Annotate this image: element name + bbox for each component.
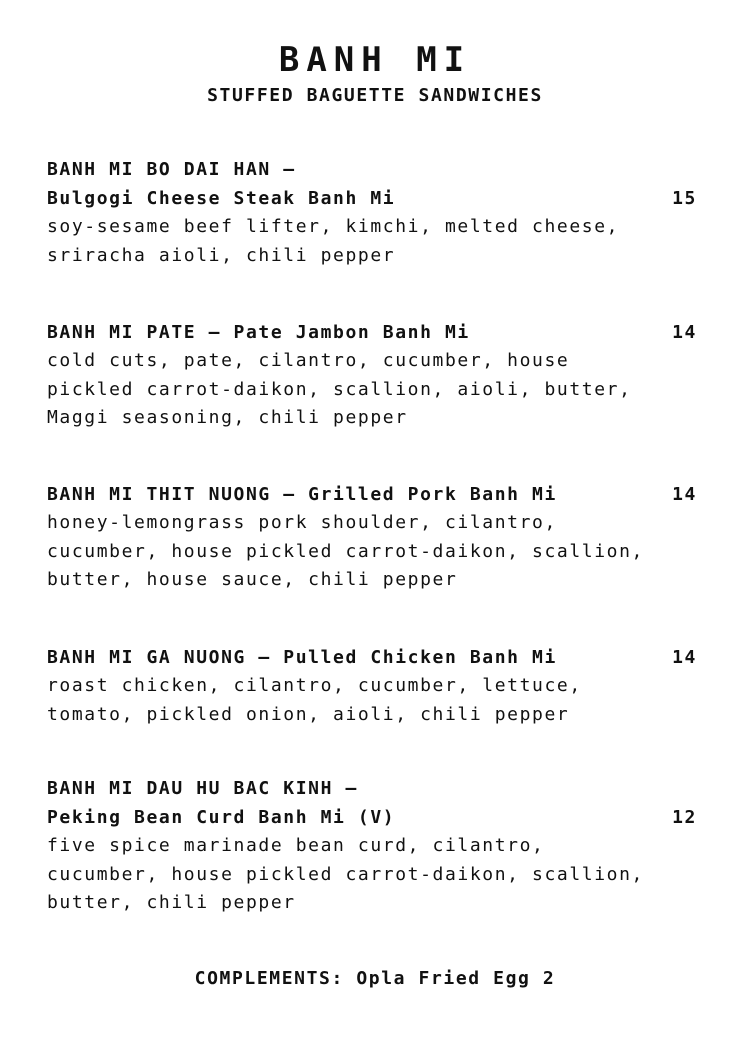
- menu-item-pate: [47, 318, 697, 433]
- item-description-line: Maggi seasoning, chili pepper: [47, 407, 408, 429]
- menu-item-ga-nuong: [47, 643, 697, 729]
- item-name: BANH MI DAU HU BAC KINH —: [47, 778, 358, 799]
- item-price: 12: [672, 807, 697, 828]
- item-description-line: pickled carrot-daikon, scallion, aioli, butter,: [47, 378, 632, 400]
- item-name: BANH MI PATE — Pate Jambon Banh Mi: [47, 322, 470, 343]
- item-description-line: tomato, pickled onion, aioli, chili pepper: [47, 703, 570, 725]
- item-name-line: [47, 480, 697, 509]
- item-description-line: cucumber, house pickled carrot-daikon, scallion,: [47, 863, 644, 885]
- item-description-line: soy-sesame beef lifter, kimchi, melted cheese,: [47, 216, 620, 237]
- item-name-line: [47, 184, 697, 213]
- menu-item-thit-nuong: [47, 480, 697, 595]
- item-description-line: five spice marinade bean curd, cilantro,: [47, 835, 545, 856]
- item-name: BANH MI THIT NUONG — Grilled Pork Banh Mi: [47, 484, 557, 505]
- item-price: 15: [672, 188, 697, 209]
- item-price: 14: [672, 484, 697, 505]
- menu-item-dau-hu-bac-kinh: [47, 774, 697, 918]
- item-name-line: [47, 803, 697, 832]
- item-name-line: [47, 774, 697, 803]
- item-price: 14: [672, 647, 697, 668]
- item-name-line: [47, 643, 697, 672]
- menu-title: BANH MI: [278, 40, 472, 80]
- item-subname: Bulgogi Cheese Steak Banh Mi: [47, 188, 396, 209]
- item-name: BANH MI BO DAI HAN —: [47, 159, 296, 180]
- item-description-line: butter, house sauce, chili pepper: [47, 569, 458, 591]
- item-name-line: [47, 318, 697, 347]
- item-subname: Peking Bean Curd Banh Mi (V): [47, 807, 396, 828]
- item-description-line: butter, chili pepper: [47, 892, 296, 914]
- item-description-line: cold cuts, pate, cilantro, cucumber, house: [47, 350, 570, 371]
- item-price: 14: [672, 322, 697, 343]
- item-name: BANH MI GA NUONG — Pulled Chicken Banh Mi: [47, 647, 557, 668]
- item-name-line: [47, 155, 697, 184]
- item-description-line: cucumber, house pickled carrot-daikon, scallion,: [47, 540, 644, 562]
- item-description-line: sriracha aioli, chili pepper: [47, 244, 396, 266]
- menu-item-bo-dai-han: [47, 155, 697, 270]
- menu-subtitle: STUFFED BAGUETTE SANDWICHES: [207, 85, 543, 106]
- item-description-line: roast chicken, cilantro, cucumber, lettuce,: [47, 675, 582, 696]
- item-description-line: honey-lemongrass pork shoulder, cilantro,: [47, 512, 557, 533]
- complements-note: COMPLEMENTS: Opla Fried Egg 2: [194, 968, 556, 989]
